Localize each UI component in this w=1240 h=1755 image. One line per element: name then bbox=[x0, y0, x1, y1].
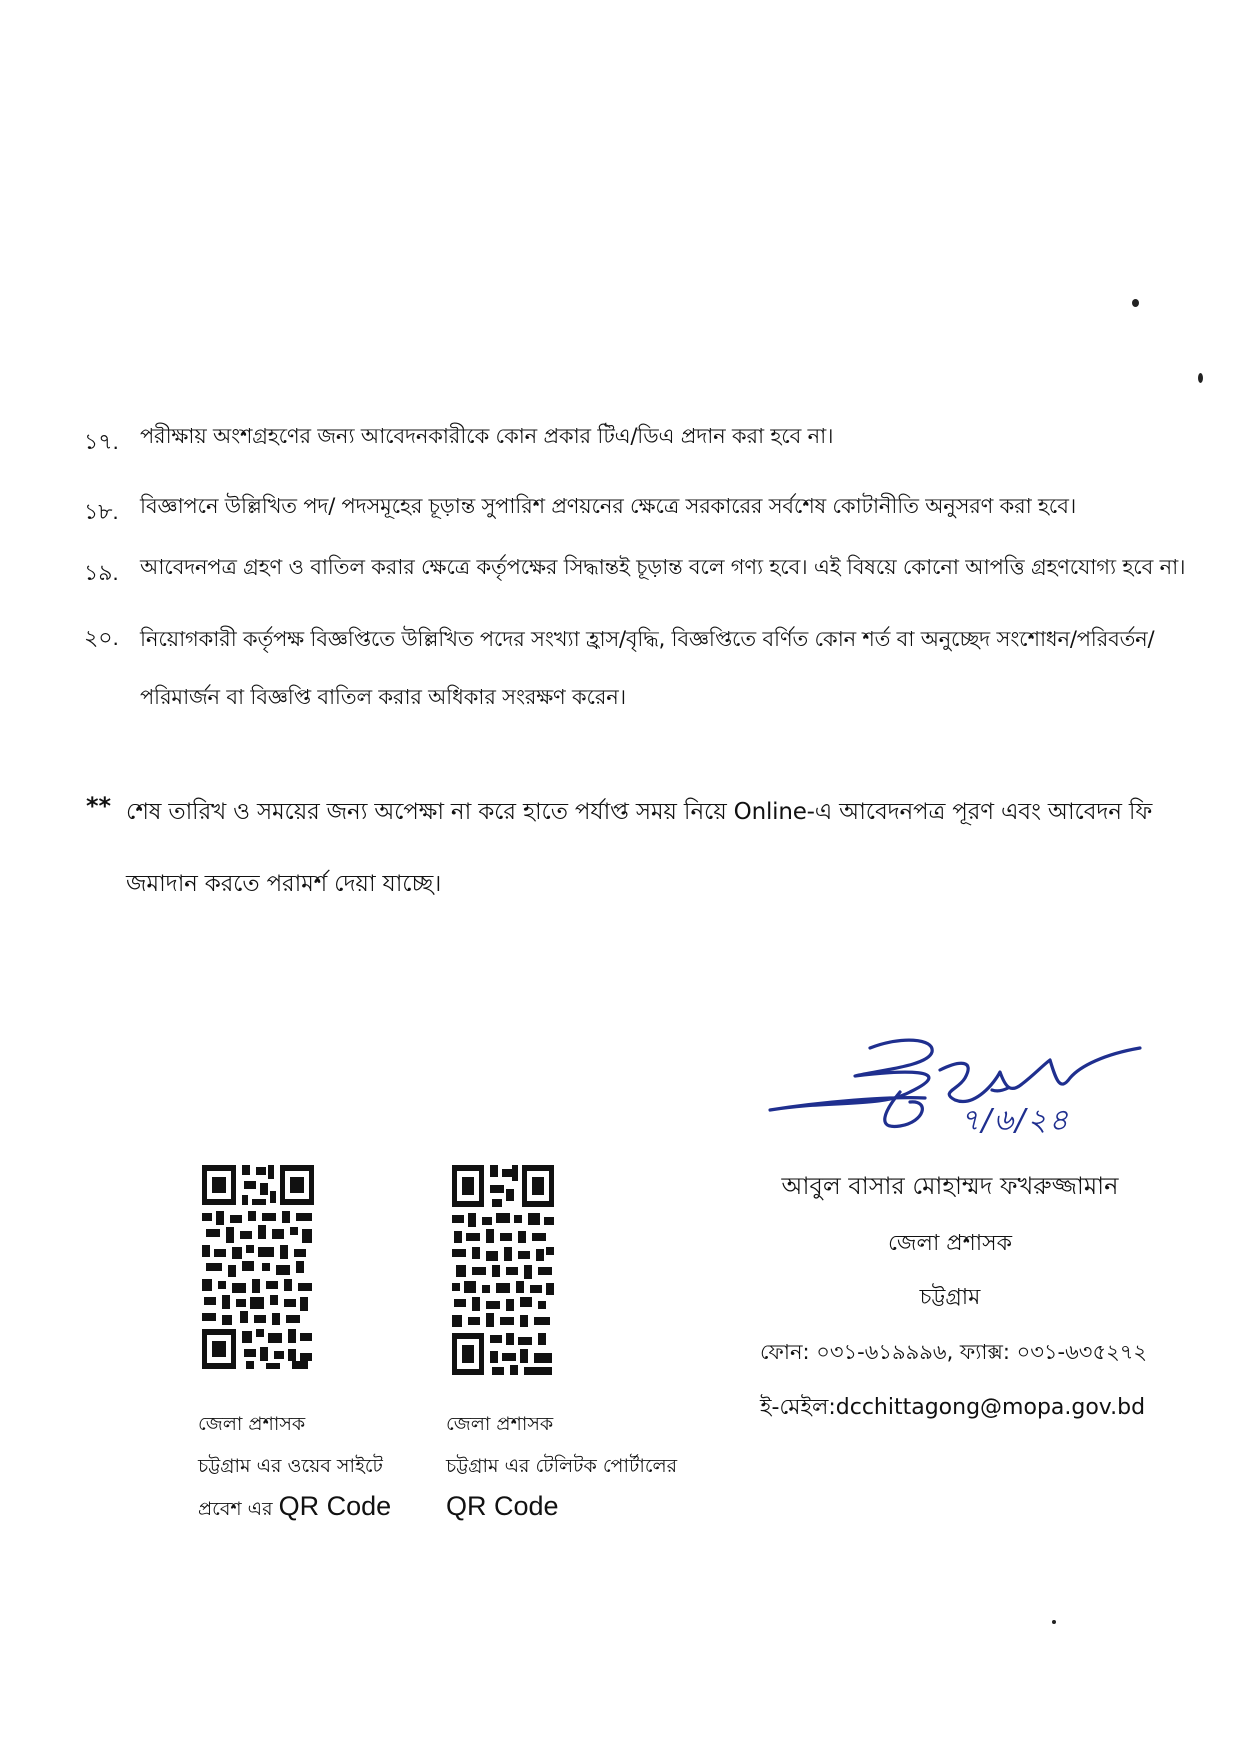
signatory-district: চট্টগ্রাম bbox=[919, 1285, 981, 1310]
signatory-email[interactable]: ই-মেইল:dcchittagong@mopa.gov.bd bbox=[760, 1395, 1146, 1420]
signatory-contact: ফোন: ০৩১-৬১৯৯৯৬, ফ্যাক্স: ০৩১-৬৩৫২৭২ bbox=[760, 1340, 1148, 1364]
term-text: বিজ্ঞাপনে উল্লিখিত পদ/ পদসমূহের চূড়ান্ত সুপারিশ প্রণয়নের ক্ষেত্রে সরকারের সর্বশেষ কোটানীতি অনুসরণ করা হবে। bbox=[140, 494, 1077, 518]
handwritten-date: ৭/৬/২৪ bbox=[960, 1103, 1071, 1138]
term-text: আবেদনপত্র গ্রহণ ও বাতিল করার ক্ষেত্রে কর্তৃপক্ষের সিদ্ধান্তই চূড়ান্ত বলে গণ্য হবে। এই বিষয়ে কোনো আপত্তি গ্রহণযোগ্য হবে না। bbox=[140, 555, 1186, 579]
term-number: ২০. bbox=[84, 625, 119, 650]
qr-caption-line3 bbox=[198, 1490, 391, 1525]
handwritten-signature bbox=[760, 1030, 1150, 1170]
qr-code-icon bbox=[450, 1163, 556, 1377]
qr-code-label: QR Code bbox=[446, 1491, 559, 1521]
stray-mark bbox=[1132, 299, 1139, 307]
term-text: নিয়োগকারী কর্তৃপক্ষ বিজ্ঞপ্তিতে উল্লিখিত পদের সংখ্যা হ্রাস/বৃদ্ধি, বিজ্ঞপ্তিতে বর্ণিত কোন শর্ত বা অনুচ্ছেদ সংশোধন/পরিবর্তন/পরিমার্জন বা বিজ্ঞপ্তি বাতিল করার অধিকার সংরক্ষণ করেন। bbox=[140, 627, 1155, 709]
qr-caption-line2: চট্টগ্রাম এর ওয়েব সাইটে bbox=[198, 1455, 383, 1477]
note-text: শেষ তারিখ ও সময়ের জন্য অপেক্ষা না করে হাতে পর্যাপ্ত সময় নিয়ে Online-এ আবেদনপত্র পূরণ এবং আবেদন ফি জমাদান করতে পরামর্শ দেয়া যাচ্ছে। bbox=[126, 799, 1153, 897]
signatory-designation: জেলা প্রশাসক bbox=[887, 1231, 1013, 1256]
website-qr-caption bbox=[198, 1408, 391, 1525]
qr-caption-line1: জেলা প্রশাসক bbox=[446, 1413, 554, 1435]
signatory-name: আবুল বাসার মোহাম্মদ ফখরুজ্জামান bbox=[781, 1172, 1119, 1200]
qr-code-icon bbox=[200, 1163, 316, 1373]
term-text: পরীক্ষায় অংশগ্রহণের জন্য আবেদনকারীকে কোন প্রকার টিএ/ডিএ প্রদান করা হবে না। bbox=[140, 424, 834, 448]
website-qr-code[interactable] bbox=[200, 1163, 316, 1373]
qr-caption-prefix: প্রবেশ এর bbox=[198, 1498, 273, 1520]
teletalk-qr-code[interactable] bbox=[450, 1163, 556, 1377]
stray-mark bbox=[1198, 373, 1203, 383]
term-number: ১৭. bbox=[84, 429, 119, 454]
qr-caption-line3 bbox=[446, 1490, 677, 1525]
qr-code-label: QR Code bbox=[278, 1491, 392, 1521]
qr-caption-line2: চট্টগ্রাম এর টেলিটক পোর্টালের bbox=[446, 1455, 678, 1477]
term-number: ১৮. bbox=[84, 499, 119, 524]
teletalk-qr-caption bbox=[446, 1408, 677, 1525]
note-marker: ** bbox=[86, 792, 112, 820]
signatory-block bbox=[760, 1168, 1148, 1468]
term-number: ১৯. bbox=[84, 560, 119, 585]
qr-caption-line1: জেলা প্রশাসক bbox=[198, 1413, 306, 1435]
stray-mark bbox=[1052, 1620, 1056, 1624]
